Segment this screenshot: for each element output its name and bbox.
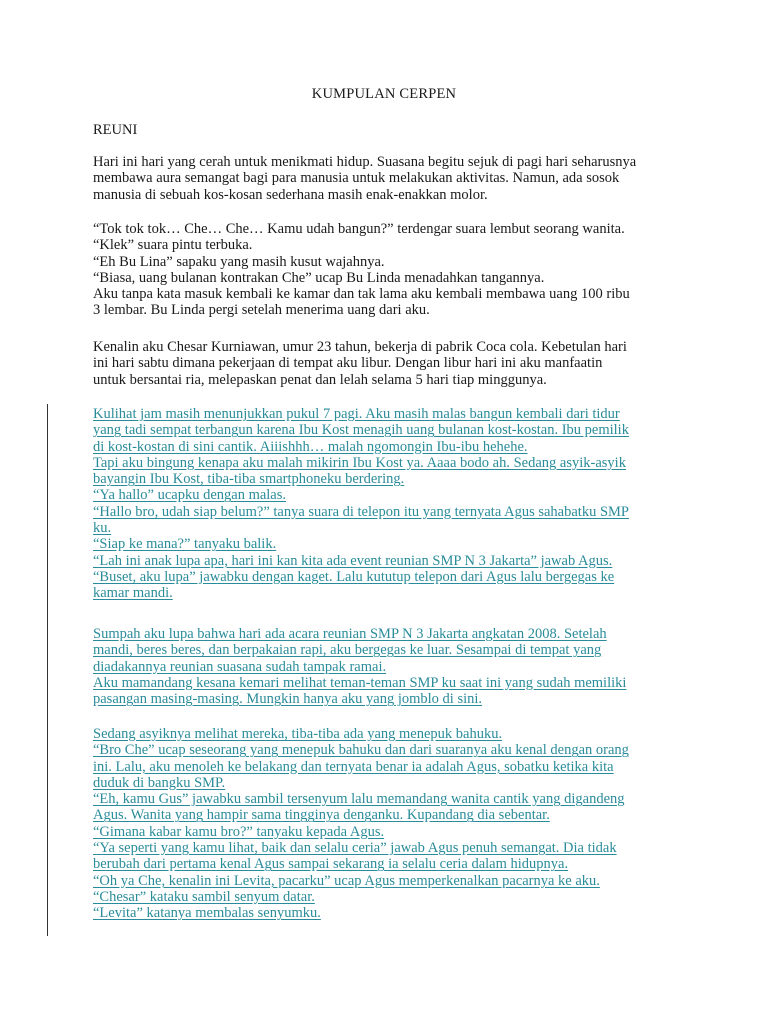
change-bar: [47, 404, 48, 936]
tracked-line: yang tadi sempat terbangun karena Ibu Kost menagih uang bulanan kost-kostan. Ibu pemilik: [93, 422, 629, 439]
tracked-line: mandi, beres beres, dan berpakaian rapi, aku bergegas ke luar. Sesampai di tempat yang: [93, 642, 602, 659]
text-line: 3 lembar. Bu Linda pergi setelah menerima uang dari aku.: [93, 302, 430, 319]
tracked-paragraph-3: [93, 726, 685, 922]
text-line: Aku tanpa kata masuk kembali ke kamar dan tak lama aku kembali membawa uang 100 ribu: [93, 286, 630, 303]
tracked-line: bayangin Ibu Kost, tiba-tiba smartphoneku berdering.: [93, 471, 405, 488]
tracked-line: “Ya hallo” ucapku dengan malas.: [93, 487, 287, 504]
tracked-line: “Siap ke mana?” tanyaku balik.: [93, 536, 277, 553]
tracked-line: “Buset, aku lupa” jawabku dengan kaget. Lalu kututup telepon dari Agus lalu bergegas ke: [93, 568, 615, 585]
tracked-line: Tapi aku bingung kenapa aku malah mikirin Ibu Kost ya. Aaaa bodo ah. Sedang asyik-asyik: [93, 454, 626, 471]
tracked-line: Sedang asyiknya melihat mereka, tiba-tiba ada yang menepuk bahuku.: [93, 726, 503, 742]
tracked-line: “Ya seperti yang kamu lihat, baik dan selalu ceria” jawab Agus penuh semangat. Dia tidak: [93, 840, 617, 857]
tracked-line: Aku mamandang kesana kemari melihat teman-teman SMP ku saat ini yang sudah memiliki: [93, 674, 627, 691]
tracked-line: “Bro Che” ucap seseorang yang menepuk bahuku dan dari suaranya aku kenal dengan orang: [93, 742, 629, 759]
text-line: “Tok tok tok… Che… Che… Kamu udah bangun?” terdengar suara lembut seorang wanita.: [93, 221, 625, 237]
text-line: membawa aura semangat bagi para manusia untuk melakukan aktivitas. Namun, ada sosok: [93, 170, 620, 187]
tracked-line: pasangan masing-masing. Mungkin hanya aku yang jomblo di sini.: [93, 691, 483, 708]
text-line: manusia di sebuah kos-kosan sederhana masih enak-enakkan molor.: [93, 186, 488, 203]
tracked-line: ku.: [93, 520, 112, 537]
text-line: “Klek” suara pintu terbuka.: [93, 237, 253, 254]
document-title: KUMPULAN CERPEN: [311, 86, 457, 102]
tracked-line: ini. Lalu, aku menoleh ke belakang dan ternyata benar ia adalah Agus, sobatku ketika kita: [93, 758, 614, 775]
text-line: ini hari sabtu dimana pekerjaan di tempat aku libur. Dengan libur hari ini aku manfaatin: [93, 355, 603, 372]
tracked-line: berubah dari pertama kenal Agus sampai sekarang ia selalu ceria dalam hidupnya.: [93, 856, 569, 873]
tracked-line: “Gimana kabar kamu bro?” tanyaku kepada Agus.: [93, 823, 385, 840]
tracked-paragraph-2: [93, 626, 685, 707]
tracked-line: Agus. Wanita yang hampir sama tingginya denganku. Kupandang dia sebentar.: [93, 807, 550, 824]
tracked-line: Kulihat jam masih menunjukkan pukul 7 pagi. Aku masih malas bangun kembali dari tidur: [93, 406, 620, 422]
tracked-line: “Oh ya Che, kenalin ini Levita, pacarku” ucap Agus memperkenalkan pacarnya ke aku.: [93, 872, 600, 889]
text-line: Kenalin aku Chesar Kurniawan, umur 23 tahun, bekerja di pabrik Coca cola. Kebetulan hari: [93, 339, 627, 355]
tracked-line: duduk di bangku SMP.: [93, 774, 226, 791]
story-title-block: [93, 122, 685, 138]
tracked-line: “Hallo bro, udah siap belum?” tanya suara di telepon itu yang ternyata Agus sahabatku SMP: [93, 503, 629, 520]
tracked-line: kamar mandi.: [93, 585, 173, 602]
text-line: “Eh Bu Lina” sapaku yang masih kusut wajahnya.: [93, 253, 385, 270]
tracked-line: “Levita” katanya membalas senyumku.: [93, 905, 321, 922]
paragraph-dialogue: [93, 221, 685, 319]
tracked-line: Sumpah aku lupa bahwa hari ada acara reunian SMP N 3 Jakarta angkatan 2008. Setelah: [93, 626, 607, 642]
tracked-line: “Lah ini anak lupa apa, hari ini kan kita ada event reunian SMP N 3 Jakarta” jawab Agus.: [93, 552, 613, 569]
tracked-line: “Chesar” kataku sambil senyum datar.: [93, 888, 315, 905]
text-line: untuk bersantai ria, melepaskan penat dan lelah selama 5 hari tiap minggunya.: [93, 371, 547, 388]
tracked-line: “Eh, kamu Gus” jawabku sambil tersenyum lalu memandang wanita cantik yang digandeng: [93, 791, 625, 808]
paragraph-intro-chesar: [93, 339, 685, 388]
paragraph-intro: [93, 154, 685, 203]
tracked-line: di kost-kostan di sini cantik. Aiiishhh… malah ngomongin Ibu-ibu hehehe.: [93, 438, 528, 455]
tracked-line: diadakannya reunian suasana sudah tampak ramai.: [93, 658, 387, 675]
text-line: Hari ini hari yang cerah untuk menikmati hidup. Suasana begitu sejuk di pagi hari seharusnya: [93, 154, 637, 170]
story-title: REUNI: [93, 122, 138, 138]
tracked-paragraph-1: [93, 406, 685, 602]
text-line: “Biasa, uang bulanan kontrakan Che” ucap Bu Linda menadahkan tangannya.: [93, 269, 545, 286]
